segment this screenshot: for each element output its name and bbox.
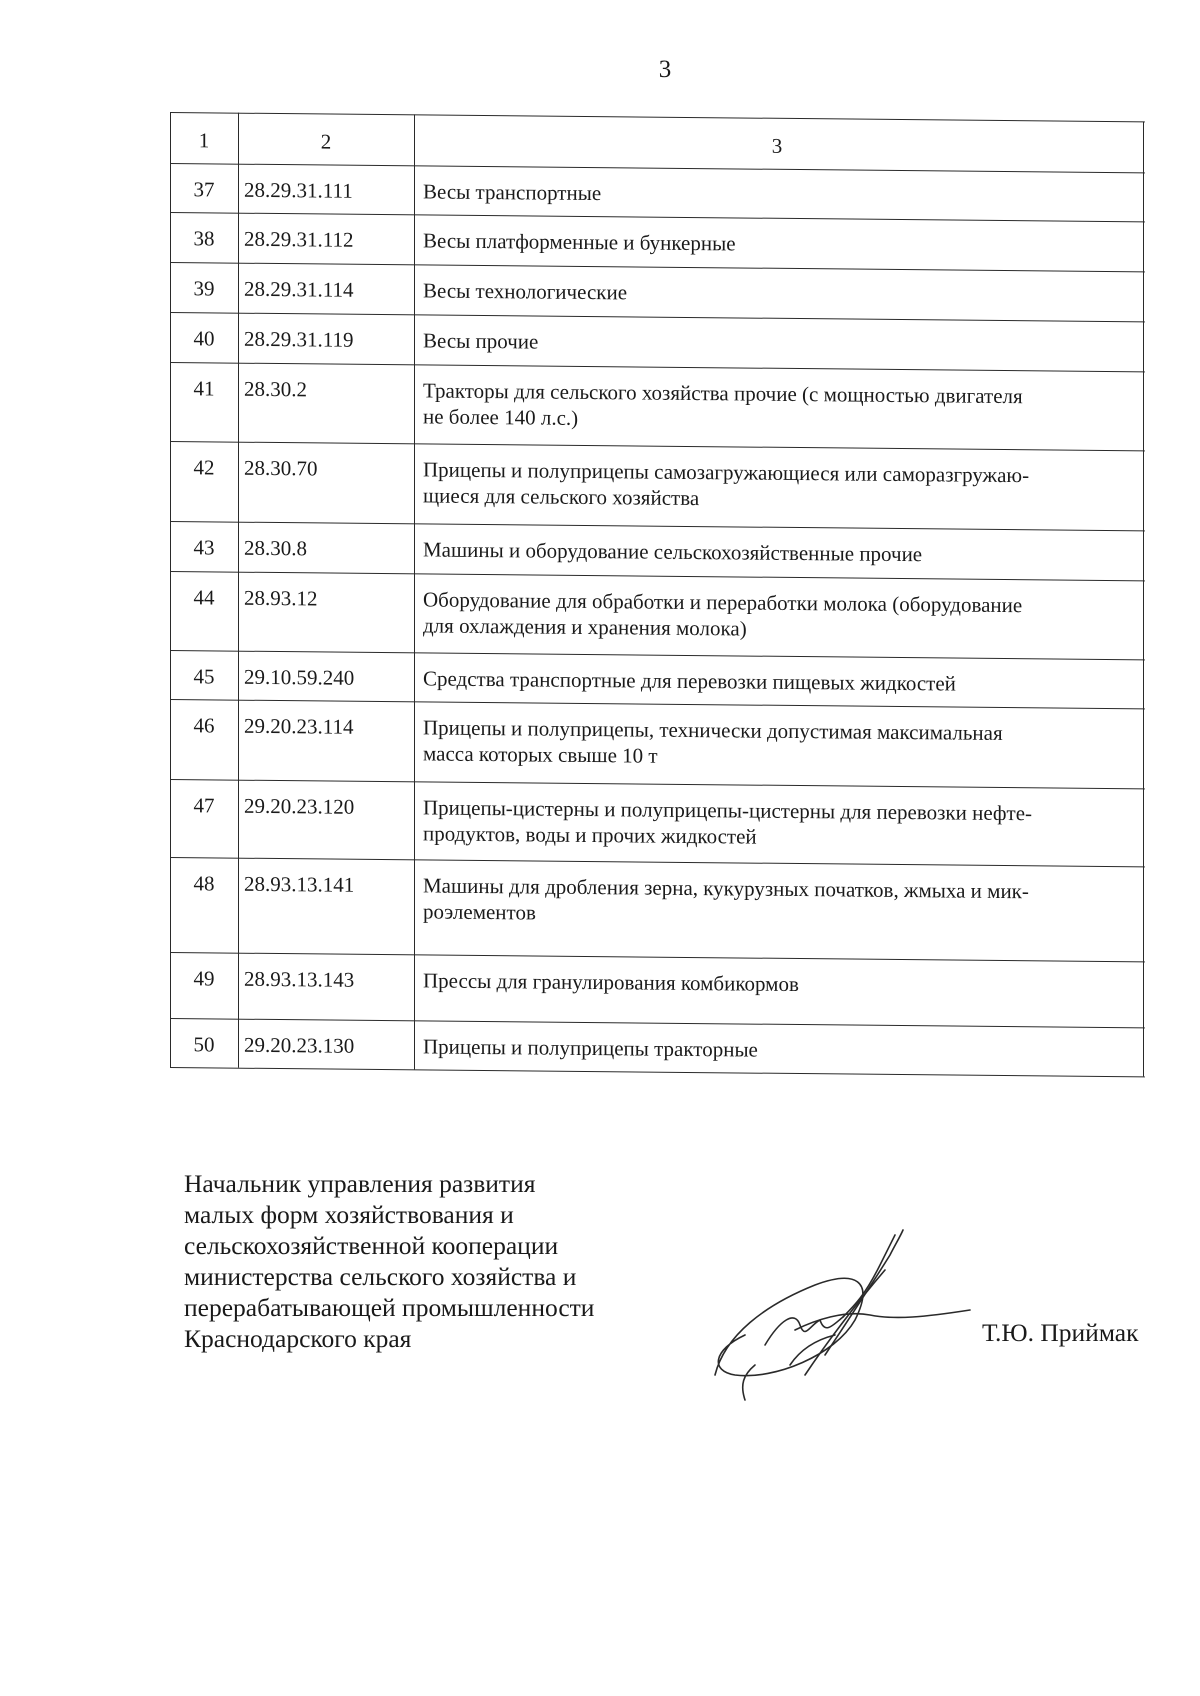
signatory-title-line: Начальник управления развития bbox=[184, 1169, 536, 1198]
row-name-line: Прицепы-цистерны и полуприцепы-цистерны для перевозки нефте- bbox=[423, 795, 1033, 826]
row-name-line: Прицепы и полуприцепы тракторные bbox=[423, 1034, 758, 1062]
row-name bbox=[414, 444, 1140, 515]
row-number: 47 bbox=[193, 793, 215, 818]
row-name bbox=[414, 365, 1140, 436]
row-name bbox=[414, 702, 1140, 773]
row-name bbox=[414, 166, 1140, 211]
row-name-line: Прессы для гранулирования комбикормов bbox=[423, 968, 799, 997]
row-number: 42 bbox=[193, 455, 215, 480]
row-name-line: продуктов, воды и прочих жидкостей bbox=[423, 821, 757, 849]
row-number: 38 bbox=[193, 226, 215, 251]
row-name-line: Оборудование для обработки и переработки молока (оборудование bbox=[423, 587, 1023, 618]
header-col-2: 2 bbox=[320, 129, 332, 154]
row-name-line: Весы прочие bbox=[423, 328, 539, 354]
table-row bbox=[170, 700, 1145, 789]
row-name-line: щиеся для сельского хозяйства bbox=[423, 483, 700, 511]
row-code: 28.29.31.119 bbox=[244, 326, 354, 352]
signer-name: Т.Ю. Приймак bbox=[982, 1318, 1139, 1347]
signatory-title-line: сельскохозяйственной кооперации bbox=[184, 1231, 559, 1260]
row-name-line: не более 140 л.с.) bbox=[423, 404, 579, 430]
row-code: 29.20.23.130 bbox=[244, 1032, 355, 1058]
header-col-1: 1 bbox=[198, 128, 210, 153]
row-name bbox=[414, 955, 1140, 1000]
table-header-row bbox=[170, 112, 1145, 173]
row-name-line: роэлементов bbox=[423, 899, 536, 925]
row-number: 40 bbox=[193, 326, 215, 351]
table-row bbox=[170, 1019, 1145, 1077]
signatory-title bbox=[184, 1168, 594, 1354]
row-name bbox=[414, 265, 1140, 310]
row-name bbox=[414, 215, 1140, 260]
signatory-title-line: министерства сельского хозяйства и bbox=[184, 1262, 577, 1291]
row-code: 28.29.31.112 bbox=[244, 226, 354, 252]
products-table bbox=[170, 112, 1145, 1076]
header-col-3: 3 bbox=[771, 133, 783, 158]
row-code: 28.93.13.143 bbox=[244, 966, 355, 992]
row-name-line: Тракторы для сельского хозяйства прочие (с мощностью двигателя bbox=[423, 378, 1023, 409]
page-number: 3 bbox=[658, 56, 672, 83]
row-number: 49 bbox=[193, 966, 215, 991]
row-code: 28.30.2 bbox=[244, 376, 307, 402]
row-code: 28.29.31.114 bbox=[244, 276, 354, 302]
row-code: 28.29.31.111 bbox=[244, 177, 353, 203]
row-code: 28.93.13.141 bbox=[244, 871, 355, 897]
row-name-line: Весы транспортные bbox=[423, 179, 602, 206]
row-number: 46 bbox=[193, 713, 215, 738]
row-code: 28.93.12 bbox=[244, 585, 318, 611]
handwritten-signature bbox=[705, 1225, 975, 1405]
row-name-line: Весы платформенные и бункерные bbox=[423, 228, 736, 256]
row-name-line: Машины для дробления зерна, кукурузных початков, жмыха и мик- bbox=[423, 873, 1029, 904]
table-row bbox=[170, 572, 1145, 660]
table-row bbox=[170, 442, 1145, 531]
signatory-title-line: Краснодарского края bbox=[184, 1324, 412, 1353]
row-number: 41 bbox=[193, 376, 215, 401]
signatory-title-line: малых форм хозяйствования и bbox=[184, 1200, 514, 1229]
table-row bbox=[170, 780, 1145, 867]
row-number: 37 bbox=[193, 177, 215, 202]
row-name bbox=[414, 653, 1140, 698]
row-name bbox=[414, 1021, 1140, 1066]
row-name bbox=[414, 860, 1140, 931]
row-code: 29.20.23.114 bbox=[244, 713, 354, 739]
row-code: 28.30.8 bbox=[244, 535, 307, 561]
row-number: 43 bbox=[193, 535, 215, 560]
row-number: 48 bbox=[193, 871, 215, 896]
row-number: 50 bbox=[193, 1032, 215, 1057]
row-name-line: Прицепы и полуприцепы, технически допустимая максимальная bbox=[423, 715, 1003, 745]
row-name-line: Средства транспортные для перевозки пищевых жидкостей bbox=[423, 666, 956, 696]
row-number: 44 bbox=[193, 585, 215, 610]
row-code: 29.20.23.120 bbox=[244, 793, 355, 819]
row-code: 29.10.59.240 bbox=[244, 664, 355, 690]
row-code: 28.30.70 bbox=[244, 455, 318, 481]
row-name-line: Прицепы и полуприцепы самозагружающиеся или саморазгружаю- bbox=[423, 457, 1030, 488]
row-name-line: для охлаждения и хранения молока) bbox=[423, 613, 747, 641]
table-row bbox=[170, 953, 1145, 1028]
row-name bbox=[414, 782, 1140, 853]
row-name bbox=[414, 315, 1140, 360]
row-name-line: масса которых свыше 10 т bbox=[423, 741, 658, 768]
row-number: 45 bbox=[193, 664, 215, 689]
signatory-title-line: перерабатывающей промышленности bbox=[184, 1293, 595, 1322]
row-name-line: Весы технологические bbox=[423, 278, 628, 305]
row-number: 39 bbox=[193, 276, 215, 301]
table-row bbox=[170, 363, 1145, 451]
row-name bbox=[414, 524, 1140, 569]
row-name bbox=[414, 574, 1140, 645]
table-row bbox=[170, 858, 1145, 962]
row-name-line: Машины и оборудование сельскохозяйственные прочие bbox=[423, 537, 923, 567]
